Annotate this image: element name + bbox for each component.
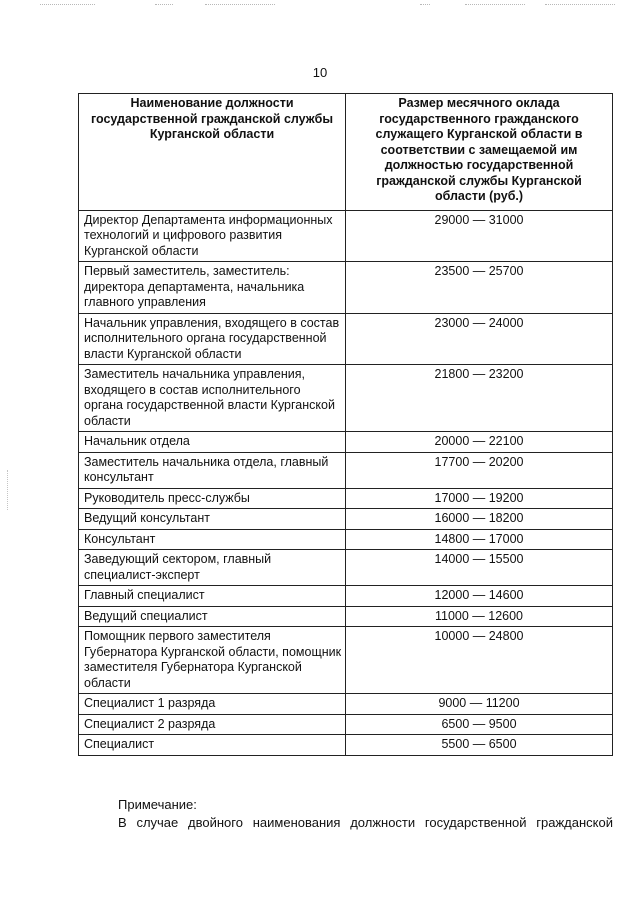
scan-artifact [205, 4, 275, 6]
table-row [79, 210, 613, 262]
table-row [79, 586, 613, 607]
position-cell: Начальник отдела [79, 432, 346, 453]
salary-range-cell: 29000 — 31000 [346, 210, 613, 262]
salary-range-cell: 14800 — 17000 [346, 529, 613, 550]
table-row [79, 262, 613, 314]
scan-artifact [420, 4, 430, 6]
note-text: В случае двойного наименования должности государственной гражданской [118, 815, 613, 830]
table-row [79, 550, 613, 586]
scan-artifact [7, 470, 10, 510]
position-cell: Директор Департамента информационных технологий и цифрового развития Курганской области [79, 210, 346, 262]
position-cell: Специалист 1 разряда [79, 694, 346, 715]
header-position: Наименование должности государственной гражданской службы Курганской области [79, 94, 346, 211]
table-row [79, 365, 613, 432]
scan-artifact [40, 4, 95, 6]
table-body [79, 210, 613, 755]
scan-artifact [155, 4, 173, 6]
position-cell: Начальник управления, входящего в состав исполнительного органа государственной власти Курганской области [79, 313, 346, 365]
position-cell: Консультант [79, 529, 346, 550]
salary-range-cell: 12000 — 14600 [346, 586, 613, 607]
position-cell: Ведущий консультант [79, 509, 346, 530]
position-cell: Специалист [79, 735, 346, 756]
table-row [79, 452, 613, 488]
position-cell: Заместитель начальника управления, входящего в состав исполнительного органа государственной власти Курганской области [79, 365, 346, 432]
position-cell: Первый заместитель, заместитель: директора департамента, начальника главного управления [79, 262, 346, 314]
table-row [79, 313, 613, 365]
salary-range-cell: 17000 — 19200 [346, 488, 613, 509]
salary-range-cell: 23000 — 24000 [346, 313, 613, 365]
scan-artifact [545, 4, 615, 6]
salary-range-cell: 6500 — 9500 [346, 714, 613, 735]
scan-artifact [465, 4, 525, 6]
table-row [79, 735, 613, 756]
table-row [79, 606, 613, 627]
table-row [79, 488, 613, 509]
page-number: 10 [312, 65, 328, 80]
salary-range-cell: 17700 — 20200 [346, 452, 613, 488]
salary-range-cell: 5500 — 6500 [346, 735, 613, 756]
position-cell: Руководитель пресс-службы [79, 488, 346, 509]
salary-range-cell: 20000 — 22100 [346, 432, 613, 453]
salary-range-cell: 21800 — 23200 [346, 365, 613, 432]
note-title: Примечание: [118, 797, 197, 812]
table-header-row [79, 94, 613, 211]
salary-range-cell: 9000 — 11200 [346, 694, 613, 715]
table-row [79, 509, 613, 530]
header-salary: Размер месячного оклада государственного гражданского служащего Курганской области в соответствии с замещаемой им должностью государственной гражданской службы Курганской области (руб.) [346, 94, 613, 211]
position-cell: Заместитель начальника отдела, главный консультант [79, 452, 346, 488]
table-row [79, 432, 613, 453]
position-cell: Заведующий сектором, главный специалист-эксперт [79, 550, 346, 586]
salary-range-cell: 14000 — 15500 [346, 550, 613, 586]
table-row [79, 529, 613, 550]
salary-table [78, 93, 613, 756]
position-cell: Главный специалист [79, 586, 346, 607]
position-cell: Помощник первого заместителя Губернатора Курганской области, помощник заместителя Губернатора Курганской области [79, 627, 346, 694]
salary-range-cell: 16000 — 18200 [346, 509, 613, 530]
salary-range-cell: 11000 — 12600 [346, 606, 613, 627]
salary-range-cell: 10000 — 24800 [346, 627, 613, 694]
position-cell: Специалист 2 разряда [79, 714, 346, 735]
table-row [79, 714, 613, 735]
salary-range-cell: 23500 — 25700 [346, 262, 613, 314]
table-row [79, 627, 613, 694]
table-row [79, 694, 613, 715]
position-cell: Ведущий специалист [79, 606, 346, 627]
